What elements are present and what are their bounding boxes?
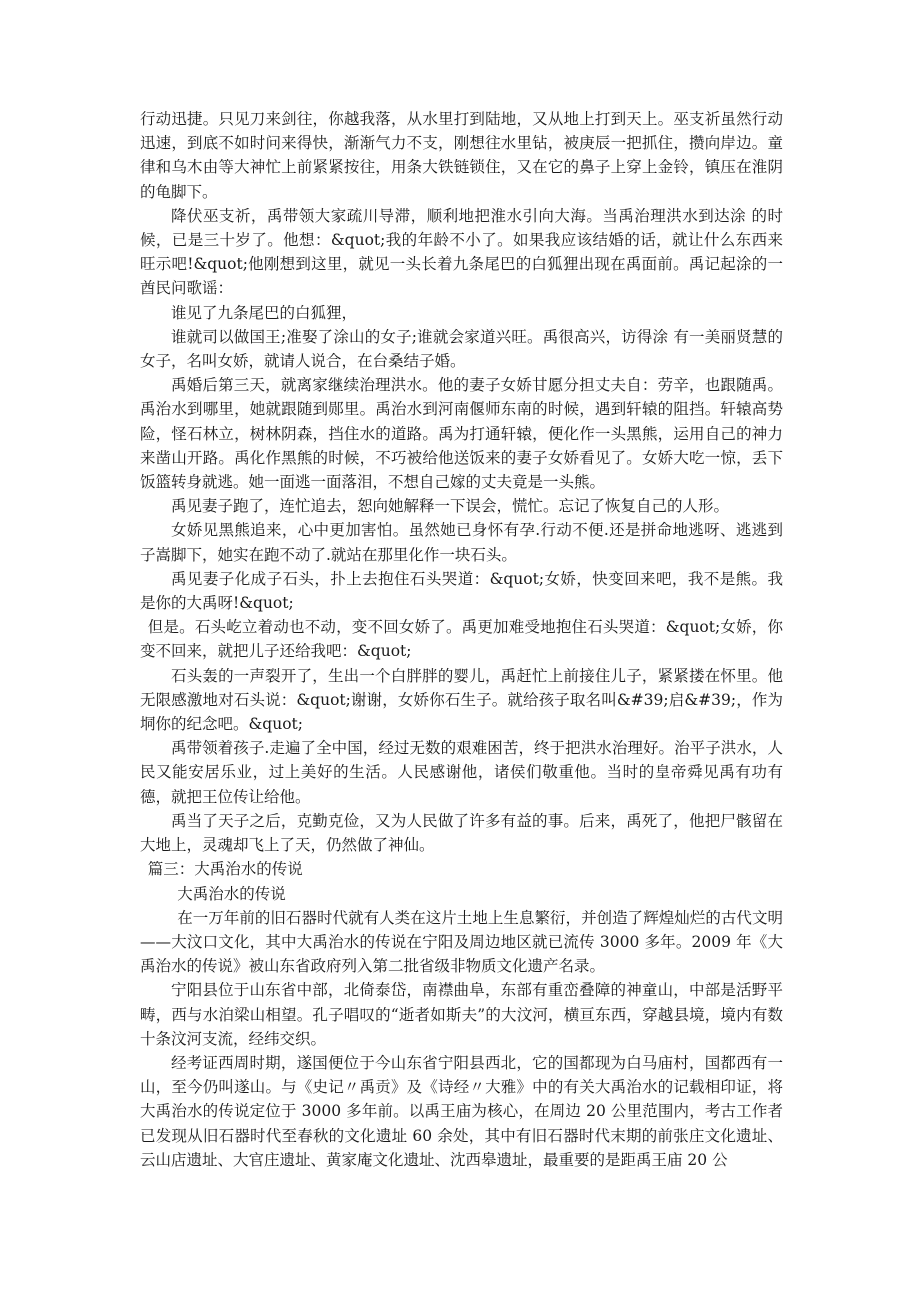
paragraph: 禹带领着孩子.走遍了全中国，经过无数的艰难困苦，终于把洪水治理好。治平子洪水，人民又能安居乐业，过上美好的生活。人民感谢他，诸侯们敬重他。当时的皇帝舜见禹有功有德，就把王位传让给他。 [140, 739, 783, 806]
paragraph: 谁就司以做国王;准娶了涂山的女子;谁就会家道兴旺。禹很高兴，访得涂 有一美丽贤慧的女子，名叫女娇，就请人说合，在台桑结子婚。 [140, 327, 783, 371]
article-title: 大禹治水的传说 [177, 884, 286, 903]
paragraph: 行动迅捷。只见刀来剑往，你越我落，从水里打到陆地，又从地上打到天上。巫支祈虽然行动迅速，到底不如时问来得快，渐渐气力不支，刚想往水里钻，被庚辰一把抓住，攒向岸边。童律和乌木由等大神忙上前紧紧按往，用条大铁链锁住，又在它的鼻子上穿上金铃，镇压在淮阴的龟脚下。 [140, 110, 783, 201]
paragraph: 禹当了天子之后，克勤克俭，又为人民做了许多有益的事。后来，禹死了，他把尸骸留在大地上，灵魂却飞上了天，仍然做了神仙。 [140, 811, 783, 855]
paragraph: 经考证西周时期，遂国便位于今山东省宁阳县西北，它的国都现为白马庙村，国都西有一山，至今仍叫遂山。与《史记〃禹贡》及《诗经〃大雅》中的有关大禹治水的记载相印证，将大禹治水的传说定位于 3000 多年前。以禹王庙为核心，在周边 20 公里范围内，考古工作者已发现从旧石器时代至春秋的文化遗址 60 余处，其中有旧石器时代末期的前张庄文化遗址、云山店遗址、大官庄遗址、黄家庵文化遗址、沈西皋遗址，最重要的是距禹王庙 20 公 [140, 1053, 783, 1169]
paragraph: 女娇见黑熊追来，心中更加害怕。虽然她已身怀有孕.行动不便.还是拼命地逃呀、逃逃到子嵩脚下，她实在跑不动了.就站在那里化作一块石头。 [140, 521, 783, 564]
section-heading: 篇三：大禹治水的传说 [147, 860, 303, 879]
song-lyric-line: 谁见了九条尾巴的白狐狸， [171, 303, 358, 322]
paragraph: 降伏巫支祈，禹带领大家疏川导滞，顺利地把淮水引向大海。当禹治理洪水到达涂 的时候，已是三十岁了。他想：&quot;我的年龄不小了。如果我应该结婚的话，就让什么东西来旺示吧!&quot;他刚想到这里，就见一头长着九条尾巴的白狐狸出现在禹面前。禹记起涂的一酋民问歌谣： [140, 206, 783, 298]
document-page [140, 107, 783, 1172]
paragraph: 禹见妻子化成子石头，扑上去抱住石头哭道：&quot;女娇，快变回来吧，我不是熊。我是你的大禹呀!&quot; [140, 569, 783, 613]
paragraph: 但是。石头屹立着动也不动，变不回女娇了。禹更加难受地抱住石头哭道：&quot;女娇，你变不回来，就把儿子还给我吧：&quot; [140, 618, 783, 661]
paragraph: 宁阳县位于山东省中部，北倚泰岱，南襟曲阜，东部有重峦叠障的神童山，中部是活野平畴，西与水泊梁山相望。孔子唱叹的“逝者如斯夫”的大汶河，横亘东西，穿越县境，境内有数十条汶河支流，经纬交织。 [140, 981, 783, 1048]
paragraph: 禹见妻子跑了，连忙追去，恕向她解释一下误会，慌忙。忘记了恢复自己的人形。 [171, 497, 730, 516]
paragraph: 石头轰的一声裂开了，生出一个白胖胖的婴儿，禹赶忙上前接住儿子，紧紧搂在怀里。他无限感激地对石头说：&quot;谢谢，女娇你石生子。就给孩子取名叫&#39;启&#39;，作为垌你的纪念吧。&quot; [140, 666, 783, 734]
paragraph: 在一万年前的旧石器时代就有人类在这片土地上生息繁衍，并创造了辉煌灿烂的古代文明——大汶口文化，其中大禹治水的传说在宁阳及周边地区就已流传 3000 多年。2009 年《大禹治水的传说》被山东省政府列入第二批省级非物质文化遗产名录。 [140, 908, 783, 976]
paragraph: 禹婚后第三天，就离家继续治理洪水。他的妻子女娇甘愿分担丈夫自：劳辛，也跟随禹。禹治水到哪里，她就跟随到郧里。禹治水到河南偃师东南的时候，遇到轩辕的阻挡。轩辕高势险，怪石林立，树林阴森，挡住水的道路。禹为打通轩辕，便化作一头黑熊，运用自己的神力来凿山开路。禹化作黑熊的时候，不巧被给他送饭来的妻子女娇看见了。女娇大吃一惊，丢下饭篮转身就逃。她一面逃一面落泪，不想自己嫁的丈夫竟是一头熊。 [140, 376, 783, 492]
